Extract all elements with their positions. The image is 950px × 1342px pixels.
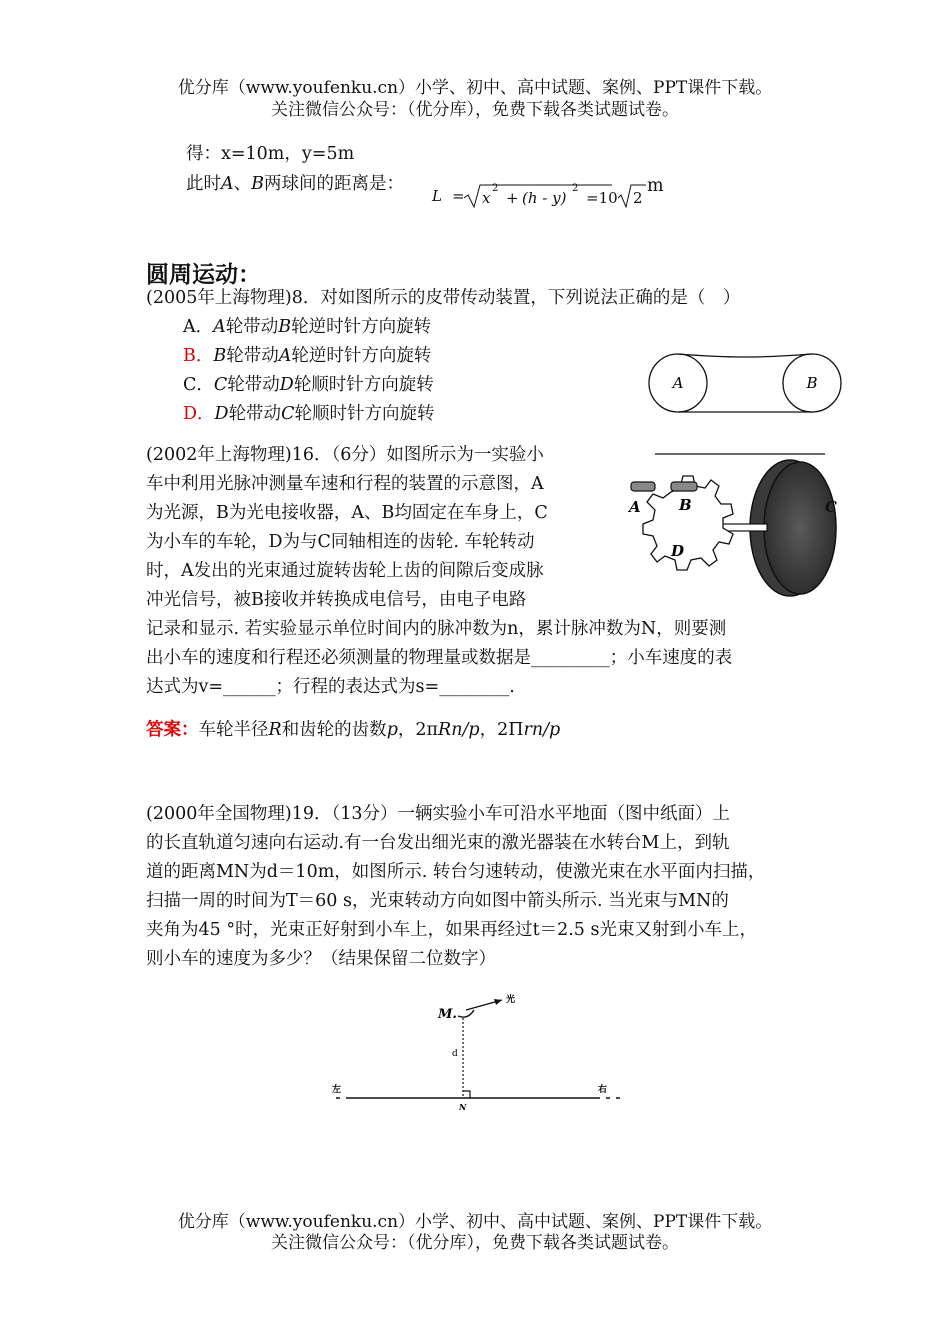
q19-line: (2000年全国物理)19．（13分）一辆实验小车可沿水平地面（图中纸面）上	[146, 804, 730, 824]
right-angle-mark	[463, 1091, 470, 1098]
option-w2: B	[278, 317, 292, 337]
option-tail: 轮逆时针方向旋转	[291, 346, 432, 366]
rotation-arc	[458, 1010, 474, 1017]
wheel-c-face	[764, 462, 836, 594]
wheel-a-label: A	[672, 374, 684, 392]
q8-option-d	[183, 400, 434, 429]
footer-line-1: 优分库（www.youfenku.cn）小学、初中、高中试题、案例、PPT课件下载。	[177, 1212, 773, 1232]
answer-sep2: ，2Π	[479, 720, 524, 740]
answer-f2: rn/p	[523, 720, 561, 740]
light-source-a	[631, 482, 655, 491]
q16-line: 为小车的车轮，D为与C同轴相连的齿轮. 车轮转动	[146, 532, 535, 552]
formula-root2: 2	[633, 189, 643, 207]
label-n: N	[459, 1102, 467, 1112]
q16-line: 车中利用光脉冲测量车速和行程的装置的示意图，A	[146, 474, 544, 494]
option-tail: 轮顺时针方向旋转	[293, 375, 434, 395]
answer-f1: Rn/p	[438, 720, 480, 740]
answer-p: p	[386, 720, 398, 740]
fig-label-c: C	[825, 498, 837, 516]
distance-line	[186, 170, 404, 199]
option-mid: 轮带动	[225, 317, 279, 337]
label-a: A	[221, 174, 234, 194]
answer-text: 车轮半径	[198, 720, 269, 740]
option-w1: B	[213, 346, 227, 366]
label-light: 光	[506, 995, 516, 1005]
sep: 、	[233, 174, 252, 194]
q16-text-full	[146, 615, 806, 702]
answer-r: R	[268, 720, 282, 740]
distance-suffix: 两球间的距离是：	[264, 174, 405, 194]
formula-hy: (h - y)	[522, 189, 567, 207]
header-line-2: 关注微信公众号：（优分库），免费下载各类试题试卷。	[271, 100, 679, 120]
belt-top	[678, 354, 812, 357]
option-mid: 轮带动	[226, 346, 279, 366]
formula-sup-2: 2	[572, 183, 579, 194]
option-letter: B．	[183, 346, 214, 366]
q19-line: 则小车的速度为多少？（结果保留二位数字）	[146, 949, 496, 969]
option-tail: 轮顺时针方向旋转	[294, 404, 435, 424]
answer-label: 答案：	[146, 720, 199, 740]
formula-sup: 2	[492, 183, 499, 194]
formula-eq: =	[452, 187, 465, 205]
belt-figure	[640, 348, 850, 420]
q19-line: 夹角为45 °时，光束正好射到小车上，如果再经过t＝2.5 s光束又射到小车上，	[146, 920, 757, 940]
q16-line: 冲光信号，被B接收并转换成电信号，由电子电路	[146, 590, 527, 610]
label-left: 左	[332, 1085, 342, 1095]
q19-line: 道的距离MN为d＝10m，如图所示. 转台匀速转动，使激光束在水平面内扫描，	[146, 862, 766, 882]
option-mid: 轮带动	[227, 375, 280, 395]
q16-line: 为光源，B为光电接收器，A、B均固定在车身上，C	[146, 503, 548, 523]
option-w1: D	[214, 404, 229, 424]
answer-sep: ，2π	[397, 720, 439, 740]
q16-text	[146, 441, 616, 615]
label-right: 右	[598, 1085, 608, 1095]
beam-arrow-icon	[494, 999, 502, 1005]
option-w1: C	[213, 375, 228, 395]
header-line-1: 优分库（www.youfenku.cn）小学、初中、高中试题、案例、PPT课件下载。	[177, 78, 773, 98]
q19-line: 的长直轨道匀速向右运动.有一台发出细光束的激光器装在水转台M上，到轨	[146, 833, 730, 853]
q16-full-line: 出小车的速度和行程还必须测量的物理量或数据是_________；小车速度的表	[146, 648, 733, 668]
option-w1: A	[213, 317, 226, 337]
option-tail: 轮逆时针方向旋转	[291, 317, 432, 337]
option-letter: A．	[183, 317, 214, 337]
q16-full-line: 记录和显示. 若实验显示单位时间内的脉冲数为n，累计脉冲数为N，则要测	[146, 619, 727, 639]
wheel-b-label: B	[806, 374, 818, 392]
fig-label-d: D	[671, 542, 685, 560]
answer-mid: 和齿轮的齿数	[281, 720, 387, 740]
option-mid: 轮带动	[228, 404, 282, 424]
label-b: B	[251, 174, 265, 194]
distance-formula	[430, 183, 670, 209]
distance-prefix: 此时	[186, 174, 221, 194]
laser-track-figure	[326, 988, 628, 1113]
gear-wheel-figure	[625, 448, 840, 598]
formula-result: =10	[586, 189, 618, 207]
q16-line: 时，A发出的光束通过旋转齿轮上齿的间隙后变成脉	[146, 561, 544, 581]
q16-answer	[146, 716, 560, 745]
formula-x: x	[482, 189, 491, 207]
fig-label-a: A	[629, 498, 641, 516]
q16-full-line: 达式为v=______；行程的表达式为s=________.	[146, 677, 515, 697]
fig-label-b: B	[679, 496, 692, 514]
formula-l: L	[432, 187, 442, 205]
receiver-b	[671, 482, 697, 491]
footer-line-2: 关注微信公众号：（优分库），免费下载各类试题试卷。	[271, 1233, 679, 1253]
q16-line: (2002年上海物理)16．（6分）如图所示为一实验小	[146, 445, 544, 465]
option-letter: D．	[183, 404, 215, 424]
q8-option-b	[183, 342, 431, 371]
q19-text	[146, 800, 811, 974]
option-w2: C	[281, 404, 295, 424]
q8-option-c	[183, 371, 434, 400]
q8-stem: (2005年上海物理)8．对如图所示的皮带传动装置，下列说法正确的是（ ）	[146, 288, 741, 308]
option-w2: A	[278, 346, 292, 366]
formula-plus: +	[506, 189, 519, 207]
option-w2: D	[279, 375, 294, 395]
label-m: M.	[438, 1007, 457, 1022]
q8-option-a	[183, 313, 431, 342]
q19-line: 扫描一周的时间为T＝60 s，光束转动方向如图中箭头所示. 当光束与MN的	[146, 891, 729, 911]
formula-unit: m	[647, 176, 664, 196]
label-d: d	[452, 1049, 458, 1059]
section-title: 圆周运动：	[146, 262, 261, 288]
result-line: 得：x=10m，y=5m	[186, 144, 355, 164]
option-letter: C．	[183, 375, 214, 395]
